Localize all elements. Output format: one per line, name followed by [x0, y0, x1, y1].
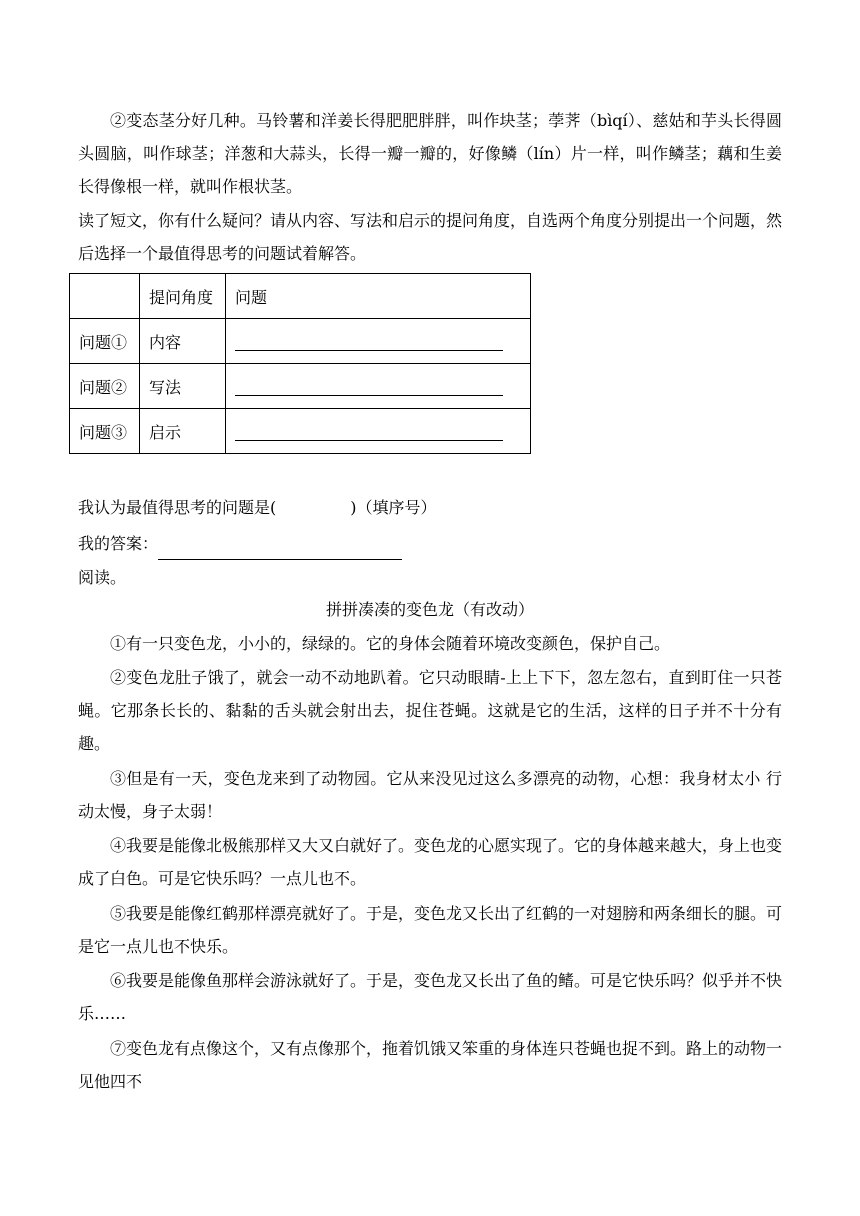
answer-line: [78, 527, 782, 560]
story-paragraph: ②变色龙肚子饿了，就会一动不动地趴着。它只动眼睛-上上下下，忽左忽右，直到盯住一只苍蝇。它那条长长的、黏黏的舌头就会射出去，捉住苍蝇。这就是它的生活，这样的日子并不十分有趣。: [78, 668, 782, 753]
best-question-prefix: 我认为最值得思考的问题是(: [78, 498, 277, 517]
answer-blank-line[interactable]: [235, 377, 503, 396]
question-angle: 写法: [140, 364, 226, 409]
table-header-cell: 问题: [226, 274, 531, 319]
best-question-suffix: )（填序号）: [350, 498, 437, 517]
passage-paragraph: ②变态茎分好几种。马铃薯和洋姜长得肥肥胖胖，叫作块茎；荸荠（bìqí）、慈姑和芋头长得圆头圆脑，叫作球茎；洋葱和大蒜头，长得一瓣一瓣的，好像鳞（lín）片一样，叫作鳞茎；藕和生姜长得像根一样，就叫作根状茎。: [78, 111, 782, 196]
question-answer-cell[interactable]: [226, 319, 531, 364]
table-header-cell: 提问角度: [140, 274, 226, 319]
question-answer-cell[interactable]: [226, 409, 531, 454]
question-table: [69, 273, 531, 454]
question-label: 问题③: [70, 409, 140, 454]
question-answer-cell[interactable]: [226, 364, 531, 409]
story-paragraph: ⑥我要是能像鱼那样会游泳就好了。于是，变色龙又长出了鱼的鳍。可是它快乐吗？似乎并不快乐……: [78, 971, 783, 1023]
story-paragraph: ①有一只变色龙，小小的，绿绿的。它的身体会随着环境改变颜色，保护自己。: [110, 634, 671, 653]
table-row: [70, 409, 531, 454]
answer-blank-line[interactable]: [158, 539, 402, 560]
answer-label: 我的答案：: [78, 534, 159, 553]
question-prompt: 读了短文，你有什么疑问？请从内容、写法和启示的提问角度，自选两个角度分别提出一个问题，然后选择一个最值得思考的问题试着解答。: [78, 211, 783, 263]
answer-blank-line[interactable]: [235, 422, 503, 441]
story-title: 拼拼凑凑的变色龙（有改动）: [325, 600, 534, 619]
table-row: [70, 364, 531, 409]
story-paragraph: ④我要是能像北极熊那样又大又白就好了。变色龙的心愿实现了。它的身体越来越大，身上也变成了白色。可是它快乐吗？一点儿也不。: [78, 836, 783, 888]
reading-instruction: 阅读。: [78, 568, 127, 587]
story-paragraph: ⑤我要是能像红鹤那样漂亮就好了。于是，变色龙又长出了红鹤的一对翅膀和两条细长的腿。可是它一点儿也不快乐。: [78, 904, 783, 956]
table-header-row: [70, 274, 531, 319]
story-paragraph: ⑦变色龙有点像这个，又有点像那个，拖着饥饿又笨重的身体连只苍蝇也捉不到。路上的动物一见他四不: [78, 1039, 783, 1091]
question-label: 问题②: [70, 364, 140, 409]
story-paragraph: ③但是有一天，变色龙来到了动物园。它从来没见过这么多漂亮的动物，心想：我身材太小 行动太慢，身子太弱！: [78, 769, 782, 821]
question-angle: 内容: [140, 319, 226, 364]
table-header-cell: [70, 274, 140, 319]
best-question-line: [78, 491, 782, 524]
answer-blank-line[interactable]: [235, 332, 503, 351]
question-label: 问题①: [70, 319, 140, 364]
table-row: [70, 319, 531, 364]
question-angle: 启示: [140, 409, 226, 454]
